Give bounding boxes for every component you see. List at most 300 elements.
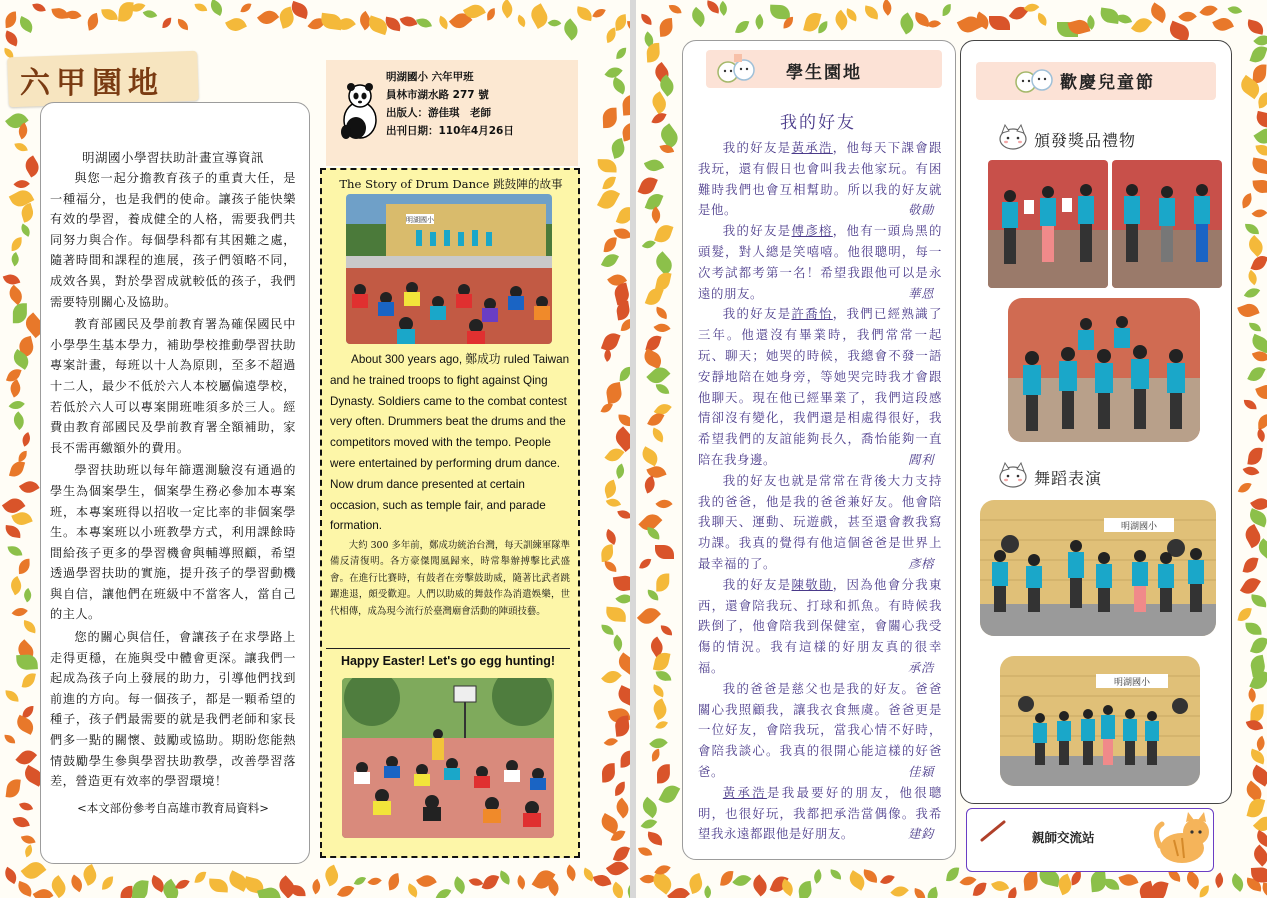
leaf-decoration	[656, 764, 670, 783]
leaf-decoration	[1132, 15, 1153, 37]
leaf-decoration	[8, 397, 24, 413]
leaf-decoration	[891, 883, 909, 898]
entry-text: ，因為他會分我東西，還會陪我玩、打球和抓魚。有時候我跌倒了，他會陪我到保健室，會關心我受傷的情況。我有這樣的好朋友真的很幸福。	[698, 576, 942, 675]
leaf-decoration	[618, 415, 630, 427]
leaf-decoration	[640, 816, 657, 833]
leaf-decoration	[618, 509, 630, 520]
entry-text: ，他有一頭烏黑的頭髮，對人總是笑嘻嘻。他很聰明，每一次考試都考第一名！希望我跟他可以是永遠的朋友。	[698, 223, 942, 301]
leaf-decoration	[1213, 15, 1234, 34]
leaf-decoration	[560, 18, 581, 40]
leaf-decoration	[13, 816, 30, 830]
story-title: The Story of Drum Dance 跳鼓陣的故事	[339, 177, 563, 191]
leaf-decoration	[102, 9, 118, 21]
leaf-decoration	[1243, 400, 1256, 410]
story-english-text: About 300 years ago, 鄭成功 ruled Taiwan and he trained troops to fight against Qing Dynasty. Soldiers came to the combat contest very often. Drummers beat the drums and the competitors moved with the tempo. People were entertained by performing drum dance. Now drum dance presented at certain occasion, such as temple fair, and parade formation.	[330, 353, 570, 533]
photo-school-sign: 明湖國小	[1113, 678, 1151, 688]
leaf-decoration	[13, 175, 29, 191]
leaf-decoration	[12, 604, 28, 620]
leaf-decoration	[655, 545, 674, 559]
leaf-decoration	[752, 14, 766, 30]
publisher: 出版人：游佳琪 老師	[386, 107, 491, 119]
leaf-decoration	[610, 635, 626, 652]
leaf-decoration	[1247, 363, 1265, 384]
leaf-decoration	[367, 874, 381, 888]
leaf-decoration	[879, 0, 896, 16]
article-title: 明湖國小學習扶助計畫宣導資訊	[81, 150, 264, 165]
leaf-decoration	[615, 14, 627, 30]
leaf-decoration	[451, 876, 469, 894]
leaf-decoration	[1228, 873, 1247, 892]
leaf-decoration	[225, 15, 247, 35]
leaf-decoration	[646, 590, 659, 600]
entry-friend-name: 陳敬勛	[791, 576, 833, 592]
friend-entry	[698, 138, 942, 221]
leaf-decoration	[514, 875, 529, 890]
leaf-decoration	[615, 685, 630, 707]
leaf-decoration	[1244, 284, 1260, 301]
corner-title: 六甲園地	[20, 66, 164, 101]
leaf-decoration	[7, 576, 24, 595]
leaf-decoration	[482, 871, 500, 892]
dance-photo-1	[980, 500, 1216, 636]
leaf-decoration	[604, 445, 624, 466]
leaf-decoration	[10, 411, 28, 430]
leaf-decoration	[9, 459, 26, 479]
leaf-decoration	[207, 0, 226, 16]
leaf-decoration	[651, 749, 661, 762]
leaf-decoration	[609, 138, 626, 159]
leaf-decoration	[1238, 480, 1252, 496]
leaf-decoration	[1250, 593, 1267, 606]
leaf-decoration	[1200, 885, 1209, 897]
leaf-decoration	[1119, 872, 1139, 889]
leaf-decoration	[649, 428, 666, 443]
leaf-decoration	[1237, 606, 1251, 623]
leaf-decoration	[598, 159, 617, 173]
leaf-decoration	[3, 30, 21, 46]
leaf-decoration	[613, 464, 626, 479]
leaf-decoration	[605, 606, 626, 622]
leaf-decoration	[19, 432, 31, 446]
leaf-decoration	[615, 782, 625, 796]
leaf-decoration	[1167, 20, 1192, 41]
entry-author: 閻利	[908, 451, 934, 467]
leaf-decoration	[798, 881, 813, 898]
leaf-decoration	[257, 7, 279, 28]
leaf-decoration	[645, 286, 664, 308]
leaf-decoration	[33, 886, 53, 898]
leaf-decoration	[1242, 555, 1258, 575]
leaf-decoration	[162, 17, 171, 29]
leaf-decoration	[1212, 873, 1226, 888]
student-section-header: 學生園地	[786, 63, 862, 83]
source-note: <本文部份參考自高雄市教育局資料>	[77, 800, 269, 815]
leaf-decoration	[668, 5, 681, 15]
leaf-decoration	[575, 6, 593, 21]
leaf-decoration	[779, 879, 797, 896]
leaf-decoration	[400, 14, 418, 29]
leaf-decoration	[435, 885, 451, 898]
leaf-decoration	[613, 574, 630, 592]
leaf-decoration	[487, 8, 496, 20]
leaf-decoration	[337, 882, 354, 898]
leaf-decoration	[602, 479, 618, 498]
leaf-decoration	[1, 867, 20, 884]
leaf-decoration	[1250, 44, 1267, 65]
entry-friend-name: 傅彥榕	[791, 223, 833, 239]
entry-friend-name: 黃承浩	[791, 140, 833, 155]
leaf-decoration	[942, 5, 951, 17]
entry-lead: 我的好友是	[722, 140, 792, 155]
egg-hunting-photo	[342, 678, 554, 838]
entry-text: 是我最要好的朋友，他很聰明，也很好玩，我都把承浩當偶像。我希望我永遠都跟他是好朋友。	[698, 784, 942, 842]
leaf-decoration	[654, 306, 669, 319]
leaf-decoration	[8, 545, 23, 556]
leaf-decoration	[601, 330, 620, 353]
leaf-decoration	[353, 874, 366, 888]
leaf-decoration	[1247, 508, 1267, 528]
leaf-decoration	[1254, 125, 1267, 147]
leaf-decoration	[1254, 111, 1267, 129]
leaf-decoration	[19, 559, 30, 574]
publish-date: 出刊日期：110年4月26日	[386, 125, 514, 137]
leaf-decoration	[616, 46, 626, 59]
leaf-decoration	[605, 382, 623, 404]
leaf-decoration	[1246, 719, 1263, 733]
leaf-decoration	[613, 798, 630, 819]
leaf-decoration	[829, 869, 842, 880]
header-mascot-icon	[716, 52, 756, 90]
leaf-decoration	[12, 237, 22, 251]
leaf-decoration	[640, 556, 652, 570]
entry-author: 建鈞	[908, 826, 934, 842]
leaf-decoration	[659, 18, 673, 37]
leaf-decoration	[620, 751, 630, 768]
leaf-decoration	[1255, 382, 1267, 402]
leaf-decoration	[1247, 446, 1262, 465]
leaf-decoration	[619, 367, 630, 382]
leaf-decoration	[1250, 253, 1267, 273]
leaf-decoration	[651, 684, 666, 697]
leaf-decoration	[601, 667, 622, 688]
leaf-decoration	[927, 17, 941, 31]
cat-icon	[998, 462, 1028, 492]
leaf-decoration	[1250, 845, 1267, 867]
leaf-decoration	[601, 624, 615, 635]
leaf-decoration	[688, 7, 709, 27]
parent-teacher-label: 親師交流站	[1032, 830, 1095, 845]
leaf-decoration	[1254, 428, 1267, 442]
leaf-decoration	[80, 865, 99, 886]
leaf-decoration	[989, 16, 1010, 31]
leaf-decoration	[19, 224, 33, 237]
leaf-decoration	[21, 833, 35, 845]
leaf-decoration	[769, 5, 789, 20]
easter-title: Happy Easter! Let's go egg hunting!	[340, 654, 556, 668]
leaf-decoration	[17, 654, 38, 670]
leaf-decoration	[652, 251, 676, 276]
pencil-icon	[980, 820, 1006, 846]
leaf-decoration	[720, 870, 733, 887]
leaf-decoration	[654, 222, 673, 245]
leaf-decoration	[1116, 13, 1132, 26]
leaf-decoration	[656, 496, 673, 512]
photo-school-sign: 明湖國小	[1120, 522, 1158, 532]
leaf-decoration	[1070, 870, 1081, 885]
leaf-decoration	[603, 236, 617, 254]
leaf-decoration	[3, 735, 15, 744]
leaf-decoration	[1248, 749, 1266, 765]
leaf-decoration	[597, 187, 620, 212]
leaf-decoration	[897, 12, 917, 34]
leaf-decoration	[290, 885, 306, 896]
leaf-decoration	[240, 1, 251, 15]
friend-entry	[698, 304, 942, 470]
leaf-decoration	[646, 43, 660, 63]
leaf-decoration	[86, 13, 100, 30]
leaf-decoration	[1258, 92, 1267, 109]
leaf-decoration	[19, 478, 39, 497]
leaf-decoration	[208, 878, 227, 892]
entry-text: ，我們已經熟識了三年。他還沒有畢業時，我們常常一起玩、聊天；她哭的時候，我總會不發一語安靜地陪在她身旁，等她哭完時我才會跟他聊天。現在他已經畢業了，我們這段感情卻沒有變化，我們還是相處得很好，我希望我們的友誼能夠長久，喬怡能夠一直陪在我身邊。	[698, 306, 942, 467]
entry-text: 我的好友也就是常常在背後大力支持我的爸爸，他是我的爸爸兼好友。他會陪我聊天、運動、玩遊戲，甚至還會教我寫功課。我真的覺得有他這個爸爸是世界上最幸福的了。	[698, 472, 942, 571]
entry-text: ，他每天下課會跟我玩，還有假日也會叫我去他家玩。有困難時我們也會互相幫助。所以我的好友就是他。	[698, 140, 942, 218]
school-address: 員林市湖水路 277 號	[386, 89, 489, 101]
leaf-decoration	[603, 529, 621, 545]
leaf-decoration	[621, 123, 630, 141]
leaf-decoration	[8, 379, 24, 397]
drum-dance-photo	[346, 194, 552, 344]
student-section-title: 我的好友	[780, 113, 856, 133]
cat-illustration-icon	[1152, 810, 1214, 870]
leaf-decoration	[14, 715, 37, 735]
leaf-decoration	[912, 888, 927, 898]
leaf-decoration	[641, 348, 664, 369]
article-paragraph: 您的關心與信任，會讓孩子在求學路上走得更穩，在施與受中體會更深。讓我們一起成為孩子向上發展的助力，引導他們找到前進的方向。每一個孩子，都是一顆希望的種子，孩子們最需要的就是我們老師和家長們多一點的關懷、鼓勵或協助。期盼您能熱情鼓勵學生參與學習扶助教學，改善學習落差，營造更有效率的學習環境！	[50, 630, 296, 789]
leaf-decoration	[177, 19, 191, 30]
award-group-photo	[1008, 298, 1200, 442]
article-paragraph: 學習扶助班以每年篩選測驗沒有通過的學生為個案學生，個案學生務必參加本專案班，本專案班得以招收一定比率的非個案學生。本專案班以小班教學方式，利用課餘時間給孩子更多的學習機會與輔導照顧，希望透過學習扶助的實施，提升孩子的學習動機與自信，讓他們在班級中不當客人，當自己的主人。	[50, 463, 296, 622]
leaf-decoration	[735, 19, 750, 36]
leaf-decoration	[946, 866, 959, 882]
leaf-decoration	[622, 94, 630, 115]
leaf-decoration	[1251, 157, 1267, 174]
leaf-decoration	[1254, 736, 1267, 752]
leaf-decoration	[1244, 270, 1260, 286]
leaf-decoration	[120, 886, 133, 898]
story-chinese-text: 大約 300 多年前，鄭成功統治台灣，每天訓練軍隊準備反清復明。各方豪傑聞風歸來，時常舉辦搏擊比武盛會。在進行比賽時，有鼓者在旁擊鼓助威，隨著比武者跳躍進退，頗受歡迎。人們以助威的舞鼓作為消遣娛樂，世代相傳，成為現今流行於臺灣廟會活動的陣頭技藝。	[330, 540, 570, 617]
leaf-decoration	[647, 410, 665, 430]
leaf-decoration	[651, 110, 667, 127]
leaf-decoration	[15, 142, 28, 153]
leaf-decoration	[143, 8, 157, 21]
photo-school-sign: 明湖國小	[406, 216, 434, 224]
leaf-decoration	[323, 864, 342, 885]
friend-entry	[698, 783, 942, 845]
leaf-decoration	[637, 604, 661, 628]
leaf-decoration	[309, 879, 323, 895]
entry-lead: 我的好友是	[722, 223, 792, 239]
leaf-decoration	[22, 588, 35, 602]
leaf-decoration	[1249, 323, 1261, 332]
leaf-decoration	[404, 883, 420, 898]
leaf-decoration	[819, 21, 828, 33]
leaf-decoration	[601, 250, 619, 270]
leaf-decoration	[609, 77, 628, 95]
entry-author: 佳穎	[908, 763, 934, 779]
leaf-decoration	[1239, 574, 1260, 597]
leaf-decoration	[1253, 179, 1267, 194]
leaf-decoration	[498, 0, 516, 19]
leaf-decoration	[22, 672, 36, 690]
leaf-decoration	[603, 108, 618, 128]
dance-photo-2	[1000, 656, 1200, 786]
entry-author: 華恩	[908, 285, 934, 301]
leaf-decoration	[22, 620, 38, 633]
header-mascot-icon	[1014, 62, 1054, 100]
story-divider	[326, 648, 570, 649]
article-body	[50, 148, 296, 816]
friend-entry	[698, 679, 942, 783]
leaf-decoration	[195, 870, 207, 884]
leaf-decoration	[749, 874, 770, 896]
leaf-decoration	[468, 876, 482, 888]
leaf-decoration	[18, 450, 26, 462]
entry-friend-name: 許喬怡	[791, 306, 833, 322]
leaf-decoration	[102, 876, 113, 890]
entry-text: 我的爸爸是慈父也是我的好友。爸爸關心我照顧我，讓我衣食無虞。爸爸更是一位好友，會陪我玩，當我心情不好時，會陪我談心。我真的很開心能這樣的好爸爸。	[698, 680, 942, 779]
leaf-decoration	[1227, 4, 1241, 17]
leaf-decoration	[416, 872, 437, 891]
leaf-decoration	[687, 873, 704, 894]
entry-author: 承浩	[908, 659, 934, 675]
leaf-decoration	[656, 384, 670, 394]
leaf-decoration	[616, 591, 630, 607]
leaf-decoration	[991, 878, 1009, 893]
leaf-decoration	[1255, 144, 1267, 156]
leaf-decoration	[16, 16, 36, 34]
leaf-decoration	[6, 779, 21, 799]
entry-lead: 我的好友是	[722, 576, 792, 592]
entry-friend-name: 黃承浩	[722, 784, 767, 800]
leaf-decoration	[606, 858, 629, 879]
leaf-decoration	[1249, 634, 1267, 656]
leaf-decoration	[1184, 870, 1204, 889]
panda-icon	[336, 82, 382, 140]
leaf-decoration	[1104, 879, 1119, 890]
leaf-decoration	[15, 747, 37, 769]
leaf-decoration	[863, 5, 880, 19]
award-subtitle: 頒發獎品禮物	[1034, 131, 1137, 150]
leaf-decoration	[925, 886, 939, 898]
leaf-decoration	[132, 879, 149, 898]
leaf-decoration	[601, 401, 614, 415]
leaf-decoration	[655, 670, 670, 681]
leaf-decoration	[1241, 193, 1253, 208]
leaf-decoration	[32, 2, 46, 13]
leaf-decoration	[1245, 623, 1261, 635]
leaf-decoration	[639, 797, 661, 818]
friend-entries	[698, 138, 942, 845]
leaf-decoration	[1246, 20, 1265, 35]
leaf-decoration	[592, 6, 605, 21]
leaf-decoration	[603, 561, 618, 572]
leaf-decoration	[21, 858, 47, 883]
leaf-decoration	[1237, 302, 1259, 321]
leaf-decoration	[660, 625, 673, 635]
leaf-decoration	[601, 763, 615, 782]
leaf-decoration	[435, 15, 450, 29]
leaf-decoration	[601, 544, 614, 561]
children-day-header: 歡慶兒童節	[1060, 73, 1155, 93]
leaf-decoration	[1251, 206, 1266, 221]
article-paragraph: 教育部國民及學前教育署為確保國民中小學學生基本學力，補助學校推動學習扶助專案計畫，每班以十人為原則，至多不超過十二人，最少不低於六人本校屬偏遠學校，若低於六人可以專案開班唯須多於三人。經費由教育部國民及學前教育署全額補助，家長不需再繳額外的費用。	[50, 317, 296, 455]
leaf-decoration	[5, 690, 20, 701]
cat-icon	[998, 124, 1028, 154]
entry-author: 彥榕	[908, 555, 934, 571]
leaf-decoration	[593, 873, 612, 888]
leaf-decoration	[1245, 688, 1259, 703]
leaf-decoration	[1243, 464, 1260, 478]
leaf-decoration	[1178, 7, 1197, 25]
leaf-decoration	[658, 782, 680, 807]
leaf-decoration	[640, 13, 654, 24]
leaf-decoration	[604, 735, 618, 749]
leaf-decoration	[646, 831, 664, 845]
leaf-decoration	[1245, 236, 1266, 257]
leaf-decoration	[645, 527, 661, 540]
leaf-decoration	[1023, 870, 1038, 890]
leaf-decoration	[496, 871, 512, 885]
leaf-decoration	[118, 2, 134, 23]
entry-author: 敬勛	[908, 202, 934, 218]
leaf-decoration	[653, 320, 670, 335]
leaf-decoration	[616, 205, 630, 227]
masthead-info	[386, 68, 576, 140]
leaf-decoration	[1245, 224, 1259, 234]
leaf-decoration	[701, 885, 714, 898]
friend-entry	[698, 575, 942, 679]
leaf-decoration	[614, 716, 630, 737]
leaf-decoration	[657, 573, 670, 591]
leaf-decoration	[16, 880, 35, 896]
left-page	[0, 0, 630, 898]
leaf-decoration	[812, 869, 825, 883]
article-paragraph: 與您一起分擔教育孩子的重責大任，是一種福分，也是我們的使命。讓孩子能快樂有效的學習，養成健全的人格，需要我們共同努力與合作。每個學科都有其困難之處，隨著時間和課程的進展，孩子們領略不同，成效各異，對於學習成就較低的孩子，我們需要特別關心及協助。	[50, 171, 296, 309]
award-photo-2	[1112, 160, 1222, 288]
leaf-decoration	[387, 873, 400, 890]
leaf-decoration	[1035, 12, 1050, 25]
leaf-decoration	[639, 446, 661, 466]
school-class: 明湖國小 六年甲班	[386, 71, 474, 83]
leaf-decoration	[651, 699, 670, 721]
leaf-decoration	[19, 801, 33, 813]
leaf-decoration	[1199, 1, 1218, 20]
leaf-decoration	[639, 846, 653, 857]
leaf-decoration	[973, 881, 986, 898]
right-page	[636, 0, 1267, 898]
leaf-decoration	[2, 272, 20, 287]
leaf-decoration	[23, 844, 34, 857]
leaf-decoration	[416, 16, 432, 29]
leaf-decoration	[563, 865, 581, 882]
friend-entry	[698, 221, 942, 304]
friend-entry	[698, 471, 942, 575]
leaf-decoration	[644, 157, 665, 175]
entry-lead: 我的好友是	[722, 306, 792, 322]
leaf-decoration	[880, 872, 895, 888]
leaf-decoration	[1261, 883, 1267, 898]
